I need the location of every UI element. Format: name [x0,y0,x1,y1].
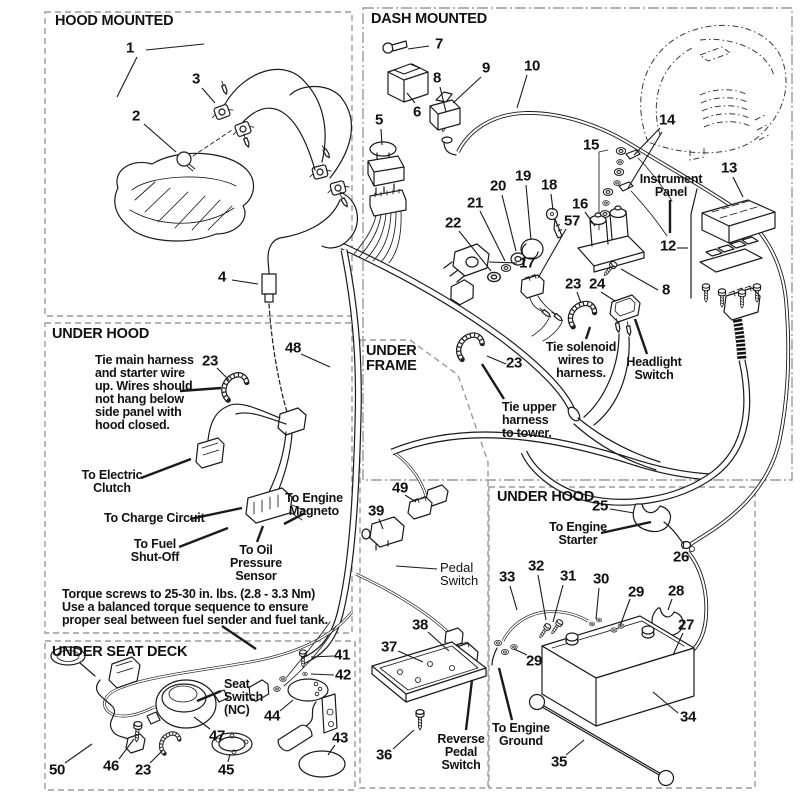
leader-line [621,269,658,290]
callout-8: 8 [661,281,671,299]
callout-17: 17 [518,254,536,272]
note-tie-main-harness: Tie main harness and starter wire up. Wires should not hang below side panel with hood closed. [95,353,194,432]
leader-line [596,588,599,619]
callout-24: 24 [588,275,606,293]
leader-line [65,744,92,763]
callout-49: 49 [391,479,409,497]
center-connector [278,408,306,435]
washer-21 [501,265,510,272]
leader-line [280,700,293,711]
note-to-electric-clutch: To Electric Clutch [81,468,143,495]
callout-23: 23 [134,761,152,779]
callout-3: 3 [191,70,201,88]
leader-line [482,364,504,399]
leader-line [453,77,481,103]
callout-35: 35 [550,753,568,771]
callout-10: 10 [523,57,541,75]
note-to-fuel-shutoff: To Fuel Shut-Off [130,537,180,564]
note-to-charge-circuit: To Charge Circuit [104,511,205,525]
note-reverse-pedal-switch: Reverse Pedal Switch [437,732,485,772]
key-18 [547,209,558,220]
callout-8: 8 [432,69,442,87]
leader-line [668,599,672,610]
callout-5: 5 [374,111,384,129]
callout-2: 2 [131,107,141,125]
callout-27: 27 [677,616,695,634]
callout-42: 42 [334,666,352,684]
callout-29: 29 [525,652,543,670]
callout-14: 14 [658,111,676,129]
callout-47: 47 [208,727,226,745]
screw-36 [416,710,424,730]
leader-line [150,750,163,763]
note-pedal-switch: Pedal Switch [440,560,479,588]
float-cylinder [278,725,312,750]
cable-tie-23 [157,731,182,754]
callout-1: 1 [125,39,135,57]
callout-34: 34 [679,708,697,726]
leader-line [257,526,263,542]
leader-line [311,674,334,675]
cable-tie-23 [566,301,597,327]
callout-23: 23 [564,275,582,293]
callout-28: 28 [667,582,685,600]
leader-line [396,566,437,569]
note-torque-note: Torque screws to 25-30 in. lbs. (2.8 - 3.3 Nm) Use a balanced torque sequence to ensure proper seal between fuel sender and fuel tank. [62,587,328,627]
callout-48: 48 [284,339,302,357]
callout-23: 23 [505,354,523,372]
leader-line [553,585,563,622]
callout-23: 23 [201,352,219,370]
callout-33: 33 [498,568,516,586]
leader-line [487,356,506,364]
callout-26: 26 [672,548,690,566]
pto-switch-knob [370,142,396,156]
callout-44: 44 [263,707,281,725]
leader-line [144,124,176,152]
callout-45: 45 [217,761,235,779]
callout-6: 6 [412,103,422,121]
callout-19: 19 [514,167,532,185]
leader-line [551,194,553,210]
starter-boot-25 [633,504,670,532]
leader-line [601,292,615,301]
callout-4: 4 [217,268,227,286]
note-to-engine-starter: To Engine Starter [549,520,607,547]
pto-switch-body [368,156,404,186]
solenoid-group [578,148,672,278]
callout-36: 36 [375,746,393,764]
leader-line [408,46,429,49]
leader-line [635,319,647,354]
callout-29: 29 [627,583,645,601]
callout-30: 30 [592,570,610,588]
lamp-socket [308,163,332,180]
leader-line [502,195,516,251]
callout-18: 18 [540,176,558,194]
cable-tie-23 [454,332,485,360]
callout-32: 32 [527,557,545,575]
section-label-dash-mounted: DASH MOUNTED [371,11,488,27]
cap-43 [299,751,345,777]
callout-46: 46 [102,757,120,775]
solenoid-base [578,236,644,272]
seal-42 [303,672,308,676]
callout-20: 20 [489,177,507,195]
leader-line [517,75,527,108]
callout-31: 31 [559,567,577,585]
leader-line [179,528,228,547]
leader-line [146,44,204,50]
hood-illustration [641,25,786,160]
leader-line [301,354,330,367]
leader-line [510,586,517,610]
section-label-under-seat-deck: UNDER SEAT DECK [52,644,188,660]
callout-22: 22 [444,214,462,232]
leader-line [733,177,743,197]
callout-25: 25 [591,497,609,515]
callout-37: 37 [380,638,398,656]
leader-line [499,668,512,720]
cable-tie-23 [219,371,251,400]
leader-line [610,509,634,513]
callout-16: 16 [571,195,589,213]
section-label-under-hood-right: UNDER HOOD [497,489,595,505]
lamp-socket [210,103,235,122]
note-instrument-panel: Instrument Panel [639,172,703,199]
leader-line [466,680,472,730]
leader-line [526,185,531,240]
callout-7: 7 [434,35,444,53]
callout-13: 13 [720,159,738,177]
connector-49 [408,497,432,519]
note-to-oil-pressure-sensor: To Oil Pressure Sensor [230,543,282,583]
callout-12: 12 [659,237,677,255]
section-label-under-hood-left: UNDER HOOD [52,326,150,342]
callout-15: 15 [582,136,600,154]
section-label-hood-mounted: HOOD MOUNTED [55,13,174,29]
leader-line [222,626,256,649]
main-wiring-harness [303,246,760,661]
note-tie-upper-harness: Tie upper harness to tower. [502,400,557,440]
leader-line [577,292,581,303]
leader-line [217,368,229,380]
leader-line [232,280,258,284]
under-seat-deck-parts [48,612,352,779]
relay [430,100,460,130]
pedal-switch-39 [370,517,404,547]
note-to-engine-magneto: To Engine Magneto [285,491,343,518]
note-to-engine-ground: To Engine Ground [492,721,550,748]
key-switch-body [453,244,489,276]
callout-50: 50 [48,761,66,779]
leader-line [202,88,215,103]
callout-43: 43 [331,729,349,747]
callout-38: 38 [411,616,429,634]
note-tie-solenoid-wires: Tie solenoid wires to harness. [545,340,617,380]
callout-39: 39 [367,502,385,520]
section-label-under-frame: UNDER FRAME [366,343,417,375]
leader-line [393,730,414,749]
leader-line [586,327,590,339]
callout-41: 41 [333,646,351,664]
leader-line [141,459,191,478]
callout-21: 21 [466,194,484,212]
hold-down-rod-35 [530,695,545,710]
connector-57 [521,275,544,298]
leader-line [566,740,584,755]
key-switch-group [444,209,563,342]
lamp-socket [326,179,350,196]
callout-9: 9 [481,59,491,77]
note-headlight-switch: Headlight Switch [626,355,682,382]
note-seat-switch-nc: Seat Switch (NC) [224,677,264,717]
switch-key [383,43,393,53]
leader-line [117,57,137,97]
instrument-panel-group [670,189,775,308]
callout-57: 57 [563,212,581,230]
harness-connector-4 [262,274,276,294]
washer-22 [488,272,501,281]
